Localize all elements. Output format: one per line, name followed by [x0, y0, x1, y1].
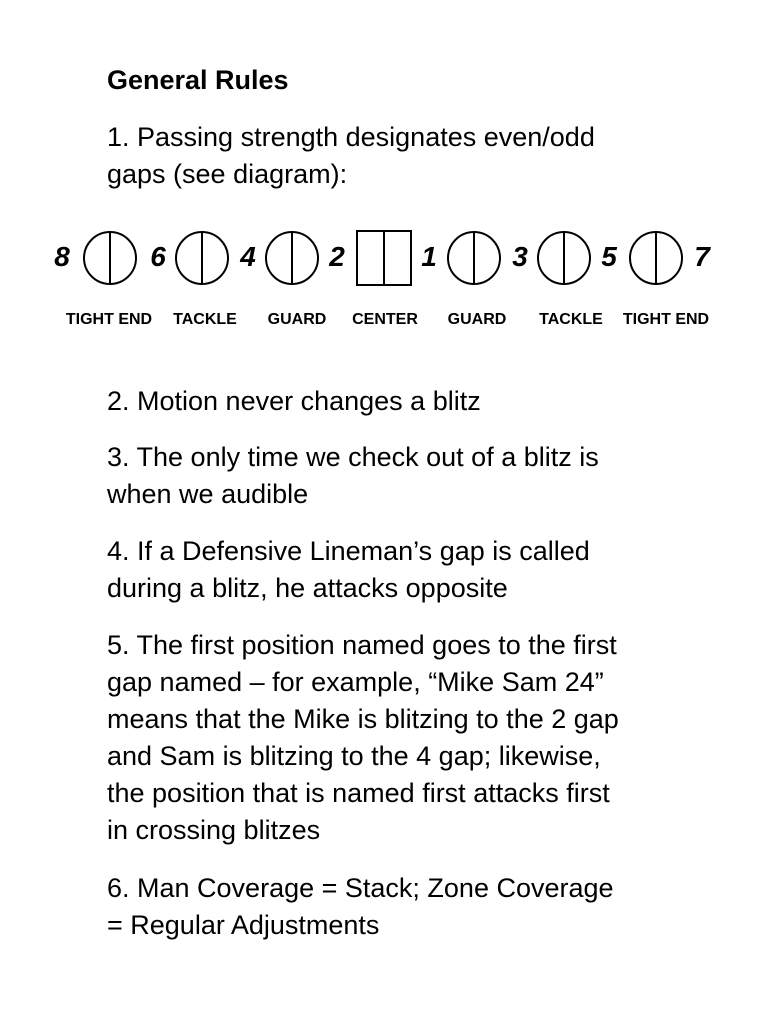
page-title: General Rules: [107, 65, 289, 95]
gap-number-7: 7: [694, 241, 710, 272]
tight-end-right-circle-icon: [628, 230, 684, 286]
gap-number-5: 5: [601, 241, 617, 272]
rule-5: 5. The first position named goes to the first gap named – for example, “Mike Sam 24” means that the Mike is blitzing to the 2 gap and Sam is blitzing to the 4 gap; likewise, the position that is named first attacks first in crossing blitzes: [107, 630, 619, 845]
gap-number-4: 4: [240, 241, 256, 272]
center-square-icon: [356, 230, 412, 286]
tackle-right-circle-icon: [536, 230, 592, 286]
tight-end-left-circle-icon: [82, 230, 138, 286]
gap-number-2: 2: [329, 241, 345, 272]
position-label-tight-end-left: TIGHT END: [65, 311, 153, 328]
tackle-left-circle-icon: [174, 230, 230, 286]
rule-2: 2. Motion never changes a blitz: [107, 386, 481, 416]
position-label-center: CENTER: [352, 311, 418, 328]
gap-number-6: 6: [150, 241, 166, 272]
gap-number-8: 8: [54, 241, 70, 272]
rule-4: 4. If a Defensive Lineman’s gap is called during a blitz, he attacks opposite: [107, 536, 590, 603]
guard-left-circle-icon: [264, 230, 320, 286]
rule-3: 3. The only time we check out of a blitz is when we audible: [107, 442, 599, 509]
position-label-tight-end-right: TIGHT END: [622, 311, 710, 328]
position-label-tackle-right: TACKLE: [539, 311, 603, 328]
rule-6: 6. Man Coverage = Stack; Zone Coverage = Regular Adjustments: [107, 873, 614, 940]
position-label-guard-right: GUARD: [447, 311, 507, 328]
gap-diagram: [0, 222, 768, 342]
position-label-guard-left: GUARD: [267, 311, 327, 328]
rule-1: 1. Passing strength designates even/odd gaps (see diagram):: [107, 122, 595, 189]
position-label-tackle-left: TACKLE: [173, 311, 237, 328]
guard-right-circle-icon: [446, 230, 502, 286]
gap-number-3: 3: [512, 241, 528, 272]
gap-number-1: 1: [421, 241, 437, 272]
